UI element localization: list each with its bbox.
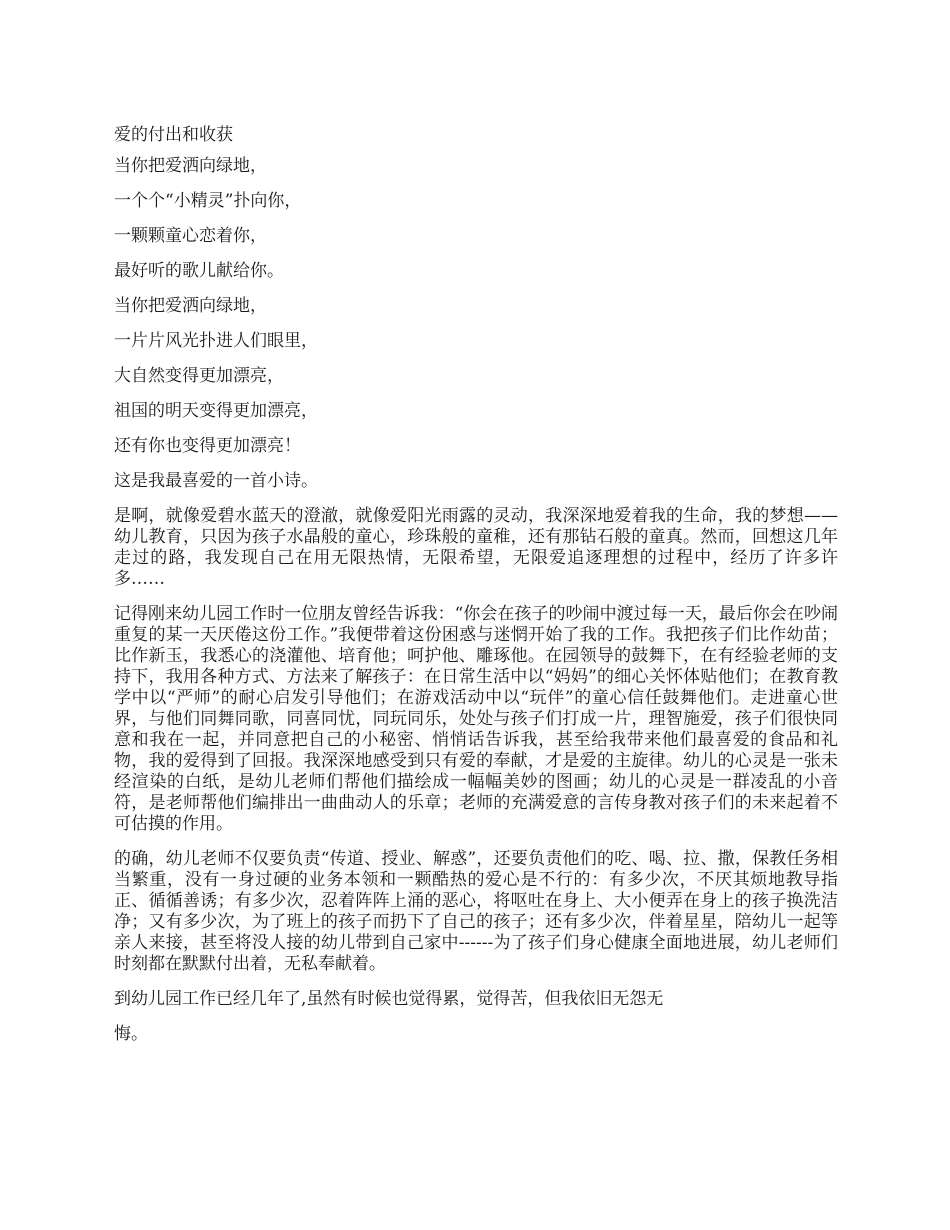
poem-line: 一片片风光扑进人们眼里， — [114, 331, 318, 351]
poem-line: 当你把爱洒向绿地， — [114, 296, 267, 316]
body-paragraph: 是啊，就像爱碧水蓝天的澄澈，就像爱阳光雨露的灵动，我深深地爱着我的生命，我的梦想——幼儿教育，只因为孩子水晶般的童心，珍珠般的童稚，还有那钻石般的童真。然而，回想这几年走过的路，我发现自己在用无限热情，无限希望，无限爱追逐理想的过程中，经历了许多许多…… — [114, 506, 838, 589]
body-paragraph: 的确，幼儿老师不仅要负责“传道、授业、解惑”，还要负责他们的吃、喝、拉、撒，保教任务相当繁重，没有一身过硬的业务本领和一颗酷热的爱心是不行的：有多少次，不厌其烦地教导指正、循循善诱；有多少次，忍着阵阵上涌的恶心，将呕吐在身上、大小便弄在身上的孩子换洗洁净；又有多少次，为了班上的孩子而扔下了自己的孩子；还有多少次，伴着星星，陪幼儿一起等亲人来接，甚至将没人接的幼儿带到自己家中------为了孩子们身心健康全面地进展，幼儿老师们时刻都在默默付出着，无私奉献着。 — [114, 849, 838, 974]
poem-line: 一个个“小精灵”扑向你， — [114, 191, 302, 211]
poem-line: 祖国的明天变得更加漂亮， — [114, 401, 318, 421]
poem-line: 一颗颗童心恋着你， — [114, 226, 267, 246]
poem-line: 这是我最喜爱的一首小诗。 — [114, 471, 318, 491]
poem-line: 最好听的歌儿献给你。 — [114, 261, 284, 281]
closing-line: 到幼儿园工作已经几年了,虽然有时候也觉得累，觉得苦，但我依旧无怨无 — [114, 989, 664, 1009]
document-title: 爱的付出和收获 — [114, 125, 233, 145]
body-paragraph: 记得刚来幼儿园工作时一位朋友曾经告诉我：“你会在孩子的吵闹中渡过每一天，最后你会在吵闹重复的某一天厌倦这份工作。”我便带着这份困惑与迷惘开始了我的工作。我把孩子们比作幼苗；比作新玉，我悉心的浇灌他、培育他；呵护他、雕琢他。在园领导的鼓舞下，在有经验老师的支持下，我用各种方式、方法来了解孩子：在日常生活中以“妈妈”的细心关怀体贴他们；在教育教学中以“严师”的耐心启发引导他们；在游戏活动中以“玩伴”的童心信任鼓舞他们。走进童心世界，与他们同舞同歌，同喜同忧，同玩同乐，处处与孩子们打成一片，理智施爱，孩子们很快同意和我在一起，并同意把自己的小秘密、悄悄话告诉我，甚至给我带来他们最喜爱的食品和礼物，我的爱得到了回报。我深深地感受到只有爱的奉献，才是爱的主旋律。幼儿的心灵是一张未经渲染的白纸，是幼儿老师们帮他们描绘成一幅幅美妙的图画；幼儿的心灵是一群凌乱的小音符，是老师帮他们编排出一曲曲动人的乐章；老师的充满爱意的言传身教对孩子们的未来起着不可估摸的作用。 — [114, 604, 838, 834]
poem-line: 大自然变得更加漂亮， — [114, 366, 284, 386]
poem-line: 还有你也变得更加漂亮！ — [114, 436, 301, 456]
poem-line: 当你把爱洒向绿地， — [114, 156, 267, 176]
closing-line-end: 悔。 — [114, 1024, 148, 1044]
document-page — [114, 125, 838, 1059]
